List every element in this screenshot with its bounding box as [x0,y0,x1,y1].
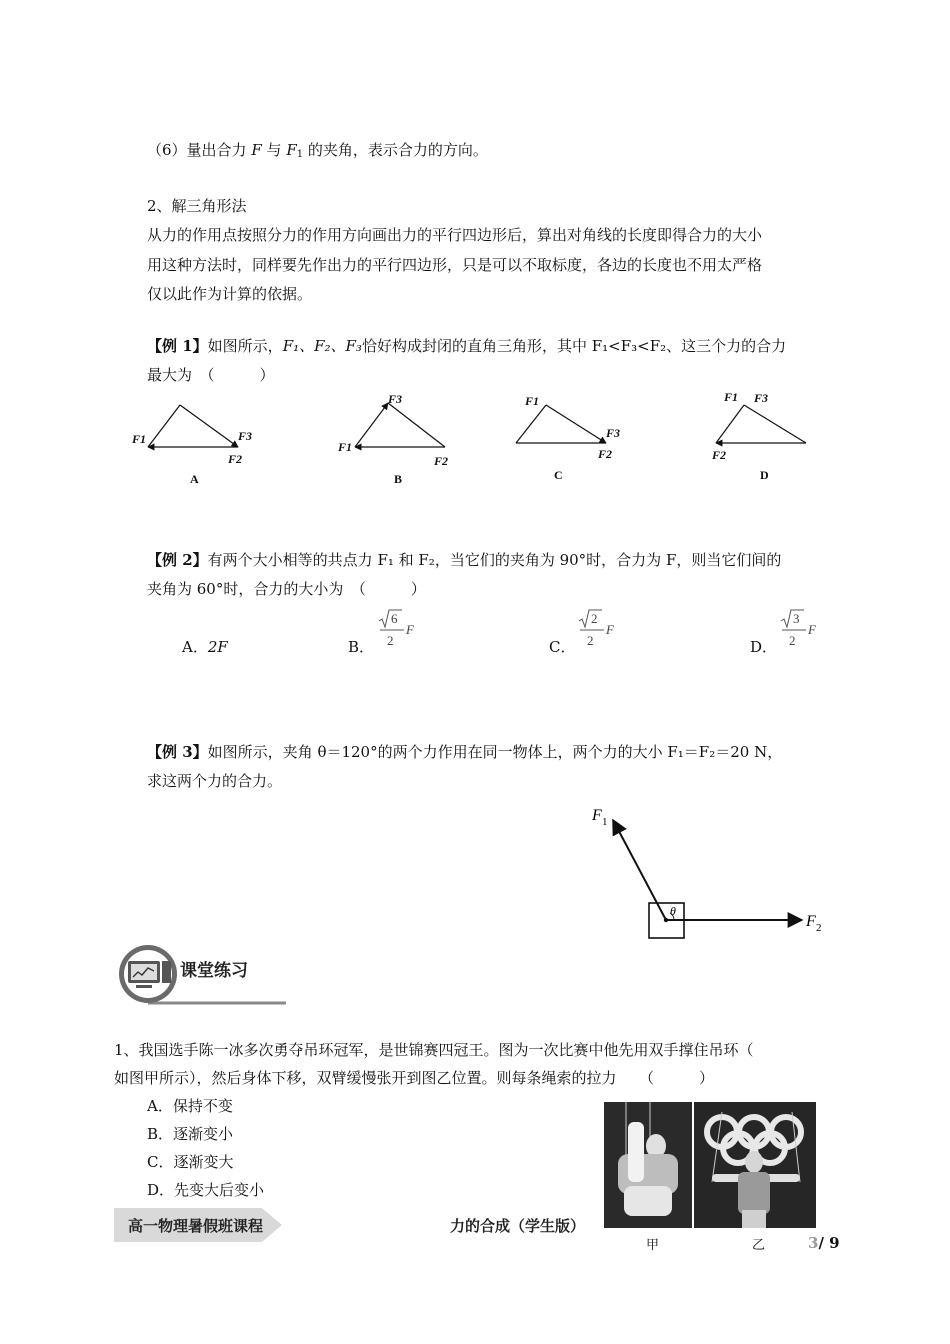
f1-arrow [613,820,666,920]
page-number: 3/ 9 [808,1234,840,1252]
svg-text:2: 2 [591,611,598,626]
practice-q1-line-1: 1、我国选手陈一冰多次勇夺吊环冠军，是世锦赛四冠王。图为一次比赛中他先用双手撑住吊环（ [114,1041,754,1059]
example2-option-c[interactable]: C． [549,638,576,656]
method2-line-2: 用这种方法时，同样要先作出力的平行四边形，只是可以不取标度，各边的长度也不用太严格 [147,256,763,274]
svg-text:3: 3 [793,611,800,626]
option-b-fraction [376,608,416,652]
figure-a [148,405,238,447]
method2-heading: 2、解三角形法 [147,197,247,215]
example1-label: 【例 1】 [147,337,208,355]
example1-figures [120,385,840,490]
svg-text:2: 2 [789,633,796,648]
practice-option-d[interactable]: D．先变大后变小 [147,1181,265,1199]
fig-c-label-3: F2 [598,447,613,461]
practice-option-b[interactable]: B．逐渐变小 [147,1125,234,1143]
theta-label: θ [670,904,676,918]
option-c-fraction [576,608,616,652]
svg-text:6: 6 [391,611,398,626]
fig-a-letter: A [190,472,199,486]
option-d-fraction [778,608,818,652]
example2-option-a[interactable]: A．2F [182,638,228,656]
fig-d-label-1: F1 [724,390,739,404]
example3-line-2: 求这两个力的合力。 [147,772,283,790]
fig-d-label-3: F2 [712,448,727,462]
footer-course: 高一物理暑假班课程 [128,1217,264,1235]
fig-c-letter: C [554,468,563,482]
svg-text:F: F [606,622,614,637]
figure-c [516,405,606,443]
step6-line: （6）量出合力 F 与 $F_1$ 的夹角，表示合力的方向。 [147,141,488,160]
svg-text:2: 2 [387,633,394,648]
practice-title: 课堂练习 [180,961,248,981]
footer-doc-title: 力的合成（学生版） [450,1217,586,1235]
fig-d-letter: D [760,468,769,482]
photo-label-jia: 甲 [646,1238,660,1253]
fig-a-label-1: F1 [132,432,147,446]
fig-c-label-2: F3 [606,426,621,440]
figure-b [355,403,445,447]
svg-text:1: 1 [602,816,608,828]
example2-line-1: 【例 2】有两个大小相等的共点力 F₁ 和 F₂，当它们的夹角为 90°时，合力为 F，则当它们间的 [147,551,782,569]
practice-option-a[interactable]: A．保持不变 [147,1097,233,1115]
svg-text:2: 2 [816,922,822,934]
example2-option-b[interactable]: B． [348,638,375,656]
example3-label: 【例 3】 [147,743,208,761]
practice-option-c[interactable]: C．逐渐变大 [147,1153,234,1171]
fig-b-label-3: F2 [434,454,449,468]
example3-line-1: 【例 3】如图所示，夹角 θ＝120°的两个力作用在同一物体上，两个力的大小 F₁＝F₂＝20 N， [147,743,783,761]
method2-line-3: 仅以此作为计算的依据。 [147,285,313,303]
figure-d [716,405,806,443]
example2-option-d[interactable]: D． [750,638,778,656]
example3-figure [580,800,840,950]
svg-text:2: 2 [587,633,594,648]
fig-a-label-3: F2 [228,452,243,466]
svg-text:F: F [808,622,816,637]
gymnast-photos [604,1102,816,1228]
method2-line-1: 从力的作用点按照分力的作用方向画出力的平行四边形后，算出对角线的长度即得合力的大小 [147,226,763,244]
example2-label: 【例 2】 [147,551,208,569]
fig-b-label-2: F1 [338,440,353,454]
practice-q1-line-2: 如图甲所示），然后身体下移，双臂缓慢张开到图乙位置。则每条绳索的拉力 （ ） [114,1069,715,1087]
fig-b-letter: B [394,472,403,486]
fig-b-label-1: F3 [388,392,403,406]
svg-text:F: F [406,622,414,637]
fig-a-label-2: F3 [238,429,253,443]
f1-label: F [592,807,602,824]
fig-c-label-1: F1 [525,394,540,408]
example1-line-2: 最大为 （ ） [147,366,275,384]
photo-label-yi: 乙 [752,1238,766,1253]
fig-d-label-2: F3 [754,391,769,405]
example1-line-1: 【例 1】如图所示，F₁、F₂、F₃恰好构成封闭的直角三角形，其中 F₁<F₃<F₂、这三个力的合力 [147,337,787,355]
example2-line-2: 夹角为 60°时，合力的大小为 （ ） [147,580,426,598]
f2-label: F [806,913,816,930]
